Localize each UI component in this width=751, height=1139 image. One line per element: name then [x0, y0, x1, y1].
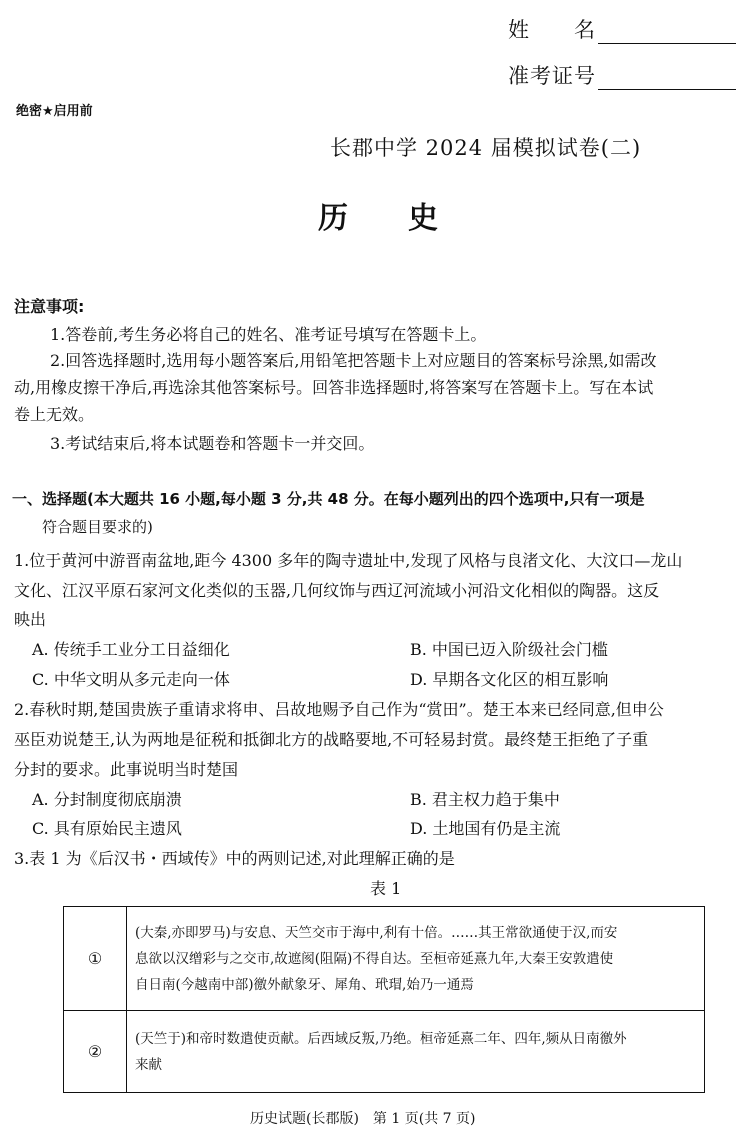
option-b[interactable]: B. 中国已迈入阶级社会门槛	[410, 640, 608, 659]
name-field[interactable]	[508, 14, 736, 44]
id-field[interactable]	[508, 60, 736, 90]
option-d[interactable]: D. 早期各文化区的相互影响	[410, 670, 609, 689]
row-line: (天竺于)和帝时数遣使贡献。后西域反叛,乃绝。桓帝延熹二年、四年,频从日南徼外	[135, 1030, 627, 1047]
id-label: 准考证号	[508, 64, 596, 88]
question-text: 巫臣劝说楚王,认为两地是征税和抵御北方的战略要地,不可轻易封赏。最终楚王拒绝了子重	[14, 730, 649, 749]
notice-item: 3.考试结束后,将本试题卷和答题卡一并交回。	[50, 434, 375, 453]
id-blank[interactable]	[598, 69, 736, 90]
notice-item: 1.答卷前,考生务必将自己的姓名、准考证号填写在答题卡上。	[50, 325, 487, 344]
notice-item: 2.回答选择题时,选用每小题答案后,用铅笔把答题卡上对应题目的答案标号涂黑,如需改	[50, 351, 657, 370]
question-text: 2.春秋时期,楚国贵族子重请求将申、吕故地赐予自己作为“赏田”。楚王本来已经同意,但申公	[14, 700, 664, 719]
table-caption: 表 1	[370, 879, 402, 898]
row-number: ①	[64, 907, 127, 1011]
row-text	[127, 907, 705, 1011]
exam-title: 长郡中学 2024 届模拟试卷(二)	[330, 136, 642, 160]
page-footer: 历史试题(长郡版) 第 1 页(共 7 页)	[250, 1111, 476, 1127]
section-heading-text: 一、选择题(本大题共 16 小题,每小题 3 分,共 48 分。在每小题列出的四个选项中,只有一项是	[12, 490, 645, 508]
row-line: 来献	[135, 1056, 162, 1073]
question-text: 分封的要求。此事说明当时楚国	[14, 760, 239, 779]
option-b[interactable]: B. 君主权力趋于集中	[410, 790, 560, 809]
question-text: 映出	[14, 610, 47, 629]
name-blank[interactable]	[598, 23, 736, 44]
table-row	[64, 1011, 705, 1093]
notice-heading: 注意事项:	[14, 297, 85, 316]
table-1	[63, 906, 705, 1093]
section-heading-cont: 符合题目要求的)	[42, 518, 153, 536]
name-label: 姓 名	[508, 18, 596, 42]
row-line: 息欲以汉缯彩与之交市,故遮阂(阻隔)不得自达。至桓帝延熹九年,大秦王安敦遣使	[135, 950, 614, 967]
notice-item: 卷上无效。	[14, 405, 95, 424]
option-c[interactable]: C. 具有原始民主遗风	[32, 819, 182, 838]
row-line: (大秦,亦即罗马)与安息、天竺交市于海中,利有十倍。……其王常欲通使于汉,而安	[135, 924, 618, 941]
option-a[interactable]: A. 传统手工业分工日益细化	[32, 640, 230, 659]
row-text	[127, 1011, 705, 1093]
option-d[interactable]: D. 土地国有仍是主流	[410, 819, 561, 838]
row-line: 自日南(今越南中部)徼外献象牙、犀角、玳瑁,始乃一通焉	[135, 976, 474, 993]
table-row	[64, 907, 705, 1011]
section-heading	[12, 488, 644, 509]
option-c[interactable]: C. 中华文明从多元走向一体	[32, 670, 230, 689]
confidential-mark: 绝密★启用前	[16, 104, 93, 119]
option-a[interactable]: A. 分封制度彻底崩溃	[32, 790, 182, 809]
subject-title: 历 史	[318, 201, 438, 236]
notice-item: 动,用橡皮擦干净后,再选涂其他答案标号。回答非选择题时,将答案写在答题卡上。写在本试	[14, 378, 654, 397]
question-text: 文化、江汉平原石家河文化类似的玉器,几何纹饰与西辽河流域小河沿文化相似的陶器。这反	[14, 581, 660, 600]
row-number: ②	[64, 1011, 127, 1093]
question-text: 3.表 1 为《后汉书・西域传》中的两则记述,对此理解正确的是	[14, 849, 455, 868]
question-text: 1.位于黄河中游晋南盆地,距今 4300 多年的陶寺遗址中,发现了风格与良渚文化、大汶口—龙山	[14, 551, 683, 570]
